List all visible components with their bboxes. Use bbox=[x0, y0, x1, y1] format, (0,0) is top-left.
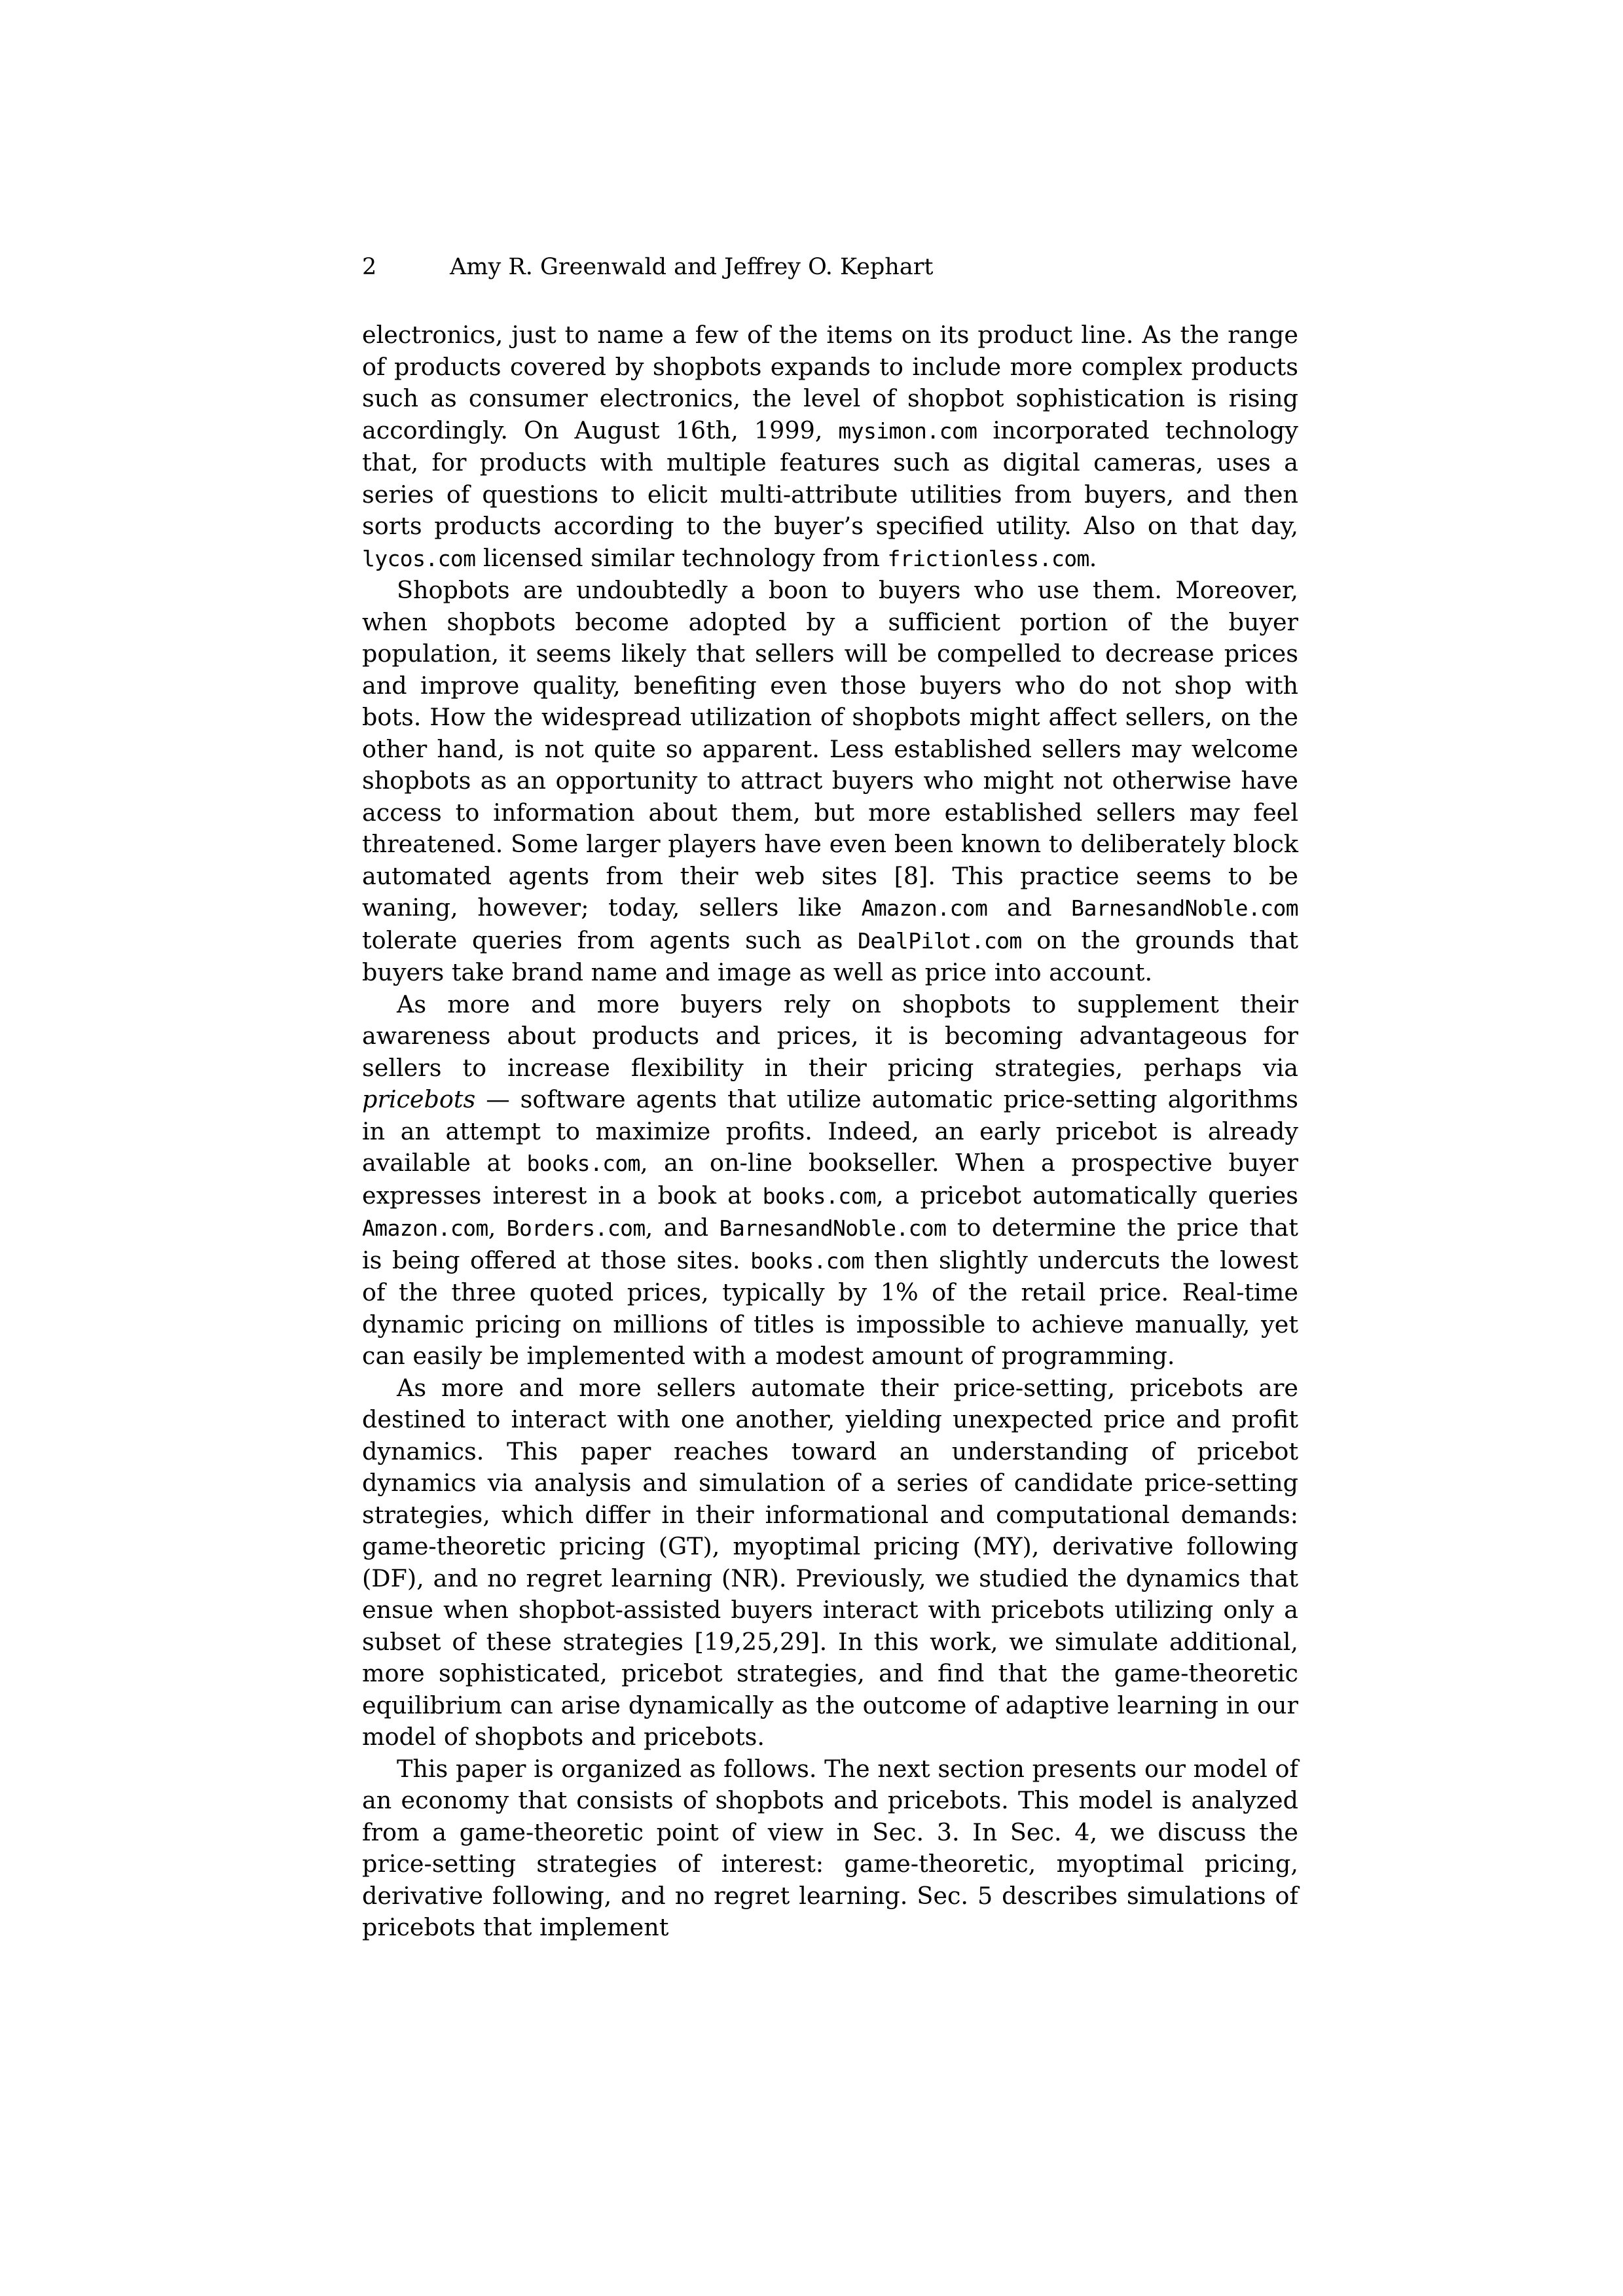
site-name: Amazon.com bbox=[362, 1215, 488, 1241]
emphasized-term: pricebots bbox=[362, 1085, 476, 1113]
site-name: frictionless.com bbox=[887, 545, 1089, 571]
site-name: Amazon.com bbox=[861, 895, 988, 921]
paragraph-4: As more and more sellers automate their price-setting, pricebots are destined to interact with one another, yielding unexpected price and profit dynamics. This paper reaches toward an understanding of pricebot dynamics via analysis and simulation of a series of candidate price-setting strategies, which differ in their informational and computational demands: game-theoretic pricing (GT), myoptimal pricing (MY), derivative following (DF), and no regret learning (NR). Previously, we studied the dynamics that ensue when shopbot-assisted buyers interact with pricebots utilizing only a subset of these strategies [19,25,29]. In this work, we simulate additional, more sophisticated, pricebot strategies, and find that the game-theoretic equilibrium can arise dynamically as the outcome of adaptive learning in our model of shopbots and pricebots. bbox=[362, 1373, 1298, 1751]
site-name: DealPilot.com bbox=[858, 927, 1022, 954]
body-text bbox=[362, 319, 1298, 1944]
paragraph-2: Shopbots are undoubtedly a boon to buyers who use them. Moreover, when shopbots become adopted by a sufficient portion of the buyer population, it seems likely that sellers will be compelled to decrease prices and improve quality, benefiting even those buyers who do not shop with bots. How the widespread utilization of shopbots might affect sellers, on the other hand, is not quite so apparent. Less established sellers may welcome shopbots as an opportunity to attract buyers who might not otherwise have access to information about them, but more established sellers may feel threatened. Some larger players have even been known to deliberately block automated agents from their web sites [8]. This practice seems to be waning, however; today, sellers like Amazon.com and BarnesandNoble.com tolerate queries from agents such as DealPilot.com on the grounds that buyers take brand name and image as well as price into account. bbox=[362, 576, 1298, 986]
page-header bbox=[362, 249, 1266, 285]
site-name: mysimon.com bbox=[838, 418, 977, 444]
site-name: lycos.com bbox=[362, 545, 476, 571]
site-name: BarnesandNoble.com bbox=[1071, 895, 1298, 921]
site-name: books.com bbox=[526, 1151, 640, 1176]
site-name: BarnesandNoble.com bbox=[719, 1215, 947, 1241]
site-name: books.com bbox=[762, 1183, 877, 1209]
site-name: books.com bbox=[750, 1247, 864, 1274]
running-head: Amy R. Greenwald and Jeffrey O. Kephart bbox=[450, 254, 934, 280]
site-name: Borders.com bbox=[506, 1215, 646, 1241]
paragraph-1: electronics, just to name a few of the items on its product line. As the range of products covered by shopbots expands to include more complex products such as consumer electronics, the level of shopbot sophistication is rising accordingly. On August 16th, 1999, mysimon.com incorporated technology that, for products with multiple features such as digital cameras, uses a series of questions to elicit multi-attribute utilities from buyers, and then sorts products according to the buyer’s specified utility. Also on that day, lycos.com licensed similar technology from frictionless.com. bbox=[362, 321, 1298, 572]
paragraph-3: As more and more buyers rely on shopbots to supplement their awareness about products and prices, it is becoming advantageous for sellers to increase flexibility in their pricing strategies, perhaps via pricebots — software agents that utilize automatic price-setting algorithms in an attempt to maximize profits. Indeed, an early pricebot is already available at books.com, an on-line bookseller. When a prospective buyer expresses interest in a book at books.com, a pricebot automatically queries Amazon.com, Borders.com, and BarnesandNoble.com to determine the price that is being offered at those sites. books.com then slightly undercuts the lowest of the three quoted prices, typically by 1% of the retail price. Real-time dynamic pricing on millions of titles is impossible to achieve manually, yet can easily be implemented with a modest amount of programming. bbox=[362, 990, 1298, 1370]
page-number: 2 bbox=[362, 254, 377, 280]
paragraph-5: This paper is organized as follows. The next section presents our model of an economy that consists of shopbots and pricebots. This model is analyzed from a game-theoretic point of view in Sec. 3. In Sec. 4, we discuss the price-setting strategies of interest: game-theoretic, myoptimal pricing, derivative following, and no regret learning. Sec. 5 describes simulations of pricebots that implement bbox=[362, 1754, 1298, 1941]
